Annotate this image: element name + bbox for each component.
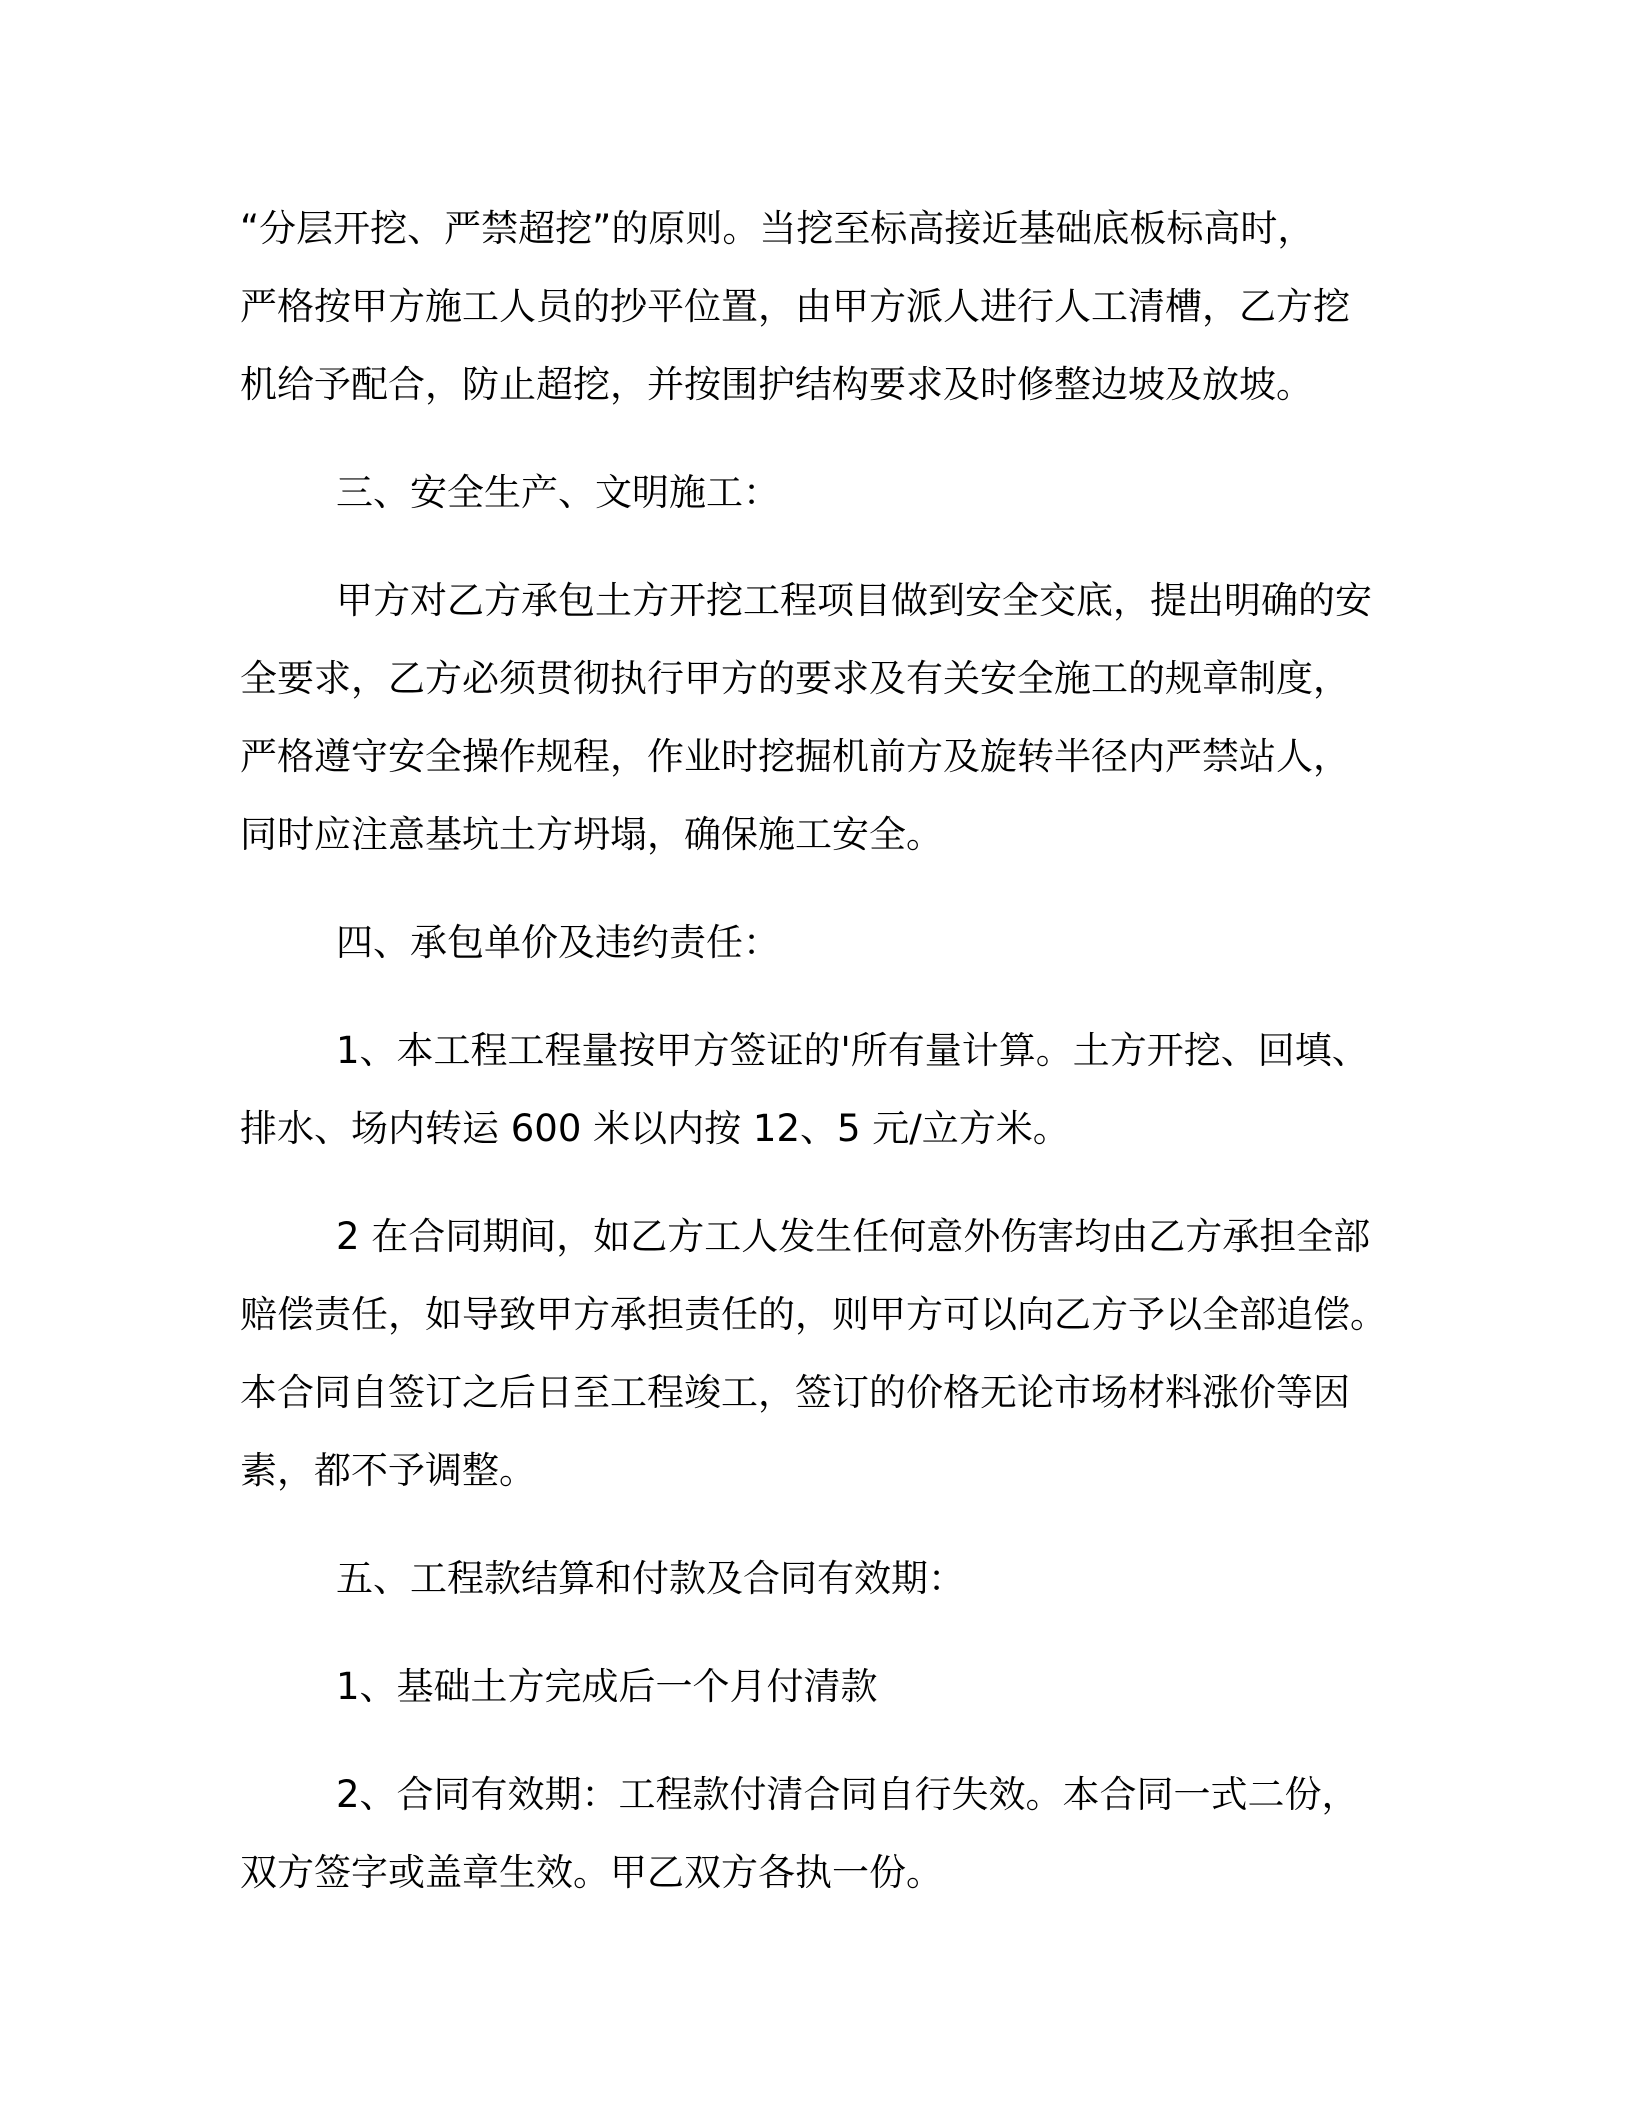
text-line: 双方签字或盖章生效。甲乙双方各执一份。 (240, 1851, 943, 1894)
section-heading-text: 五、工程款结算和付款及合同有效期： (336, 1557, 965, 1600)
section-heading-text: 三、安全生产、文明施工： (336, 471, 780, 514)
text-line: 同时应注意基坑土方坍塌，确保施工安全。 (240, 813, 943, 856)
text-line: 赔偿责任，如导致甲方承担责任的，则甲方可以向乙方予以全部追偿。 (240, 1293, 1387, 1336)
section-heading-pricing (240, 904, 1390, 982)
section-heading-text: 四、承包单价及违约责任： (336, 921, 780, 964)
paragraph-contract-validity (240, 1756, 1390, 1912)
text-line: 2 在合同期间，如乙方工人发生任何意外伤害均由乙方承担全部 (336, 1215, 1371, 1258)
section-heading-safety (240, 454, 1390, 532)
section-heading-payment (240, 1540, 1390, 1618)
text-line: 1、基础土方完成后一个月付清款 (336, 1665, 878, 1708)
text-line: 机给予配合，防止超挖，并按围护结构要求及时修整边坡及放坡。 (240, 363, 1313, 406)
paragraph-liability (240, 1198, 1390, 1510)
text-line: 素，都不予调整。 (240, 1449, 536, 1492)
document-body (240, 190, 1390, 1912)
text-line: 甲方对乙方承包土方开挖工程项目做到安全交底，提出明确的安 (336, 579, 1372, 622)
text-line: 严格按甲方施工人员的抄平位置，由甲方派人进行人工清槽，乙方挖 (240, 285, 1350, 328)
text-line: “分层开挖、严禁超挖”的原则。当挖至标高接近基础底板标高时， (240, 207, 1315, 250)
text-line: 1、本工程工程量按甲方签证的'所有量计算。土方开挖、回填、 (336, 1029, 1369, 1072)
text-line: 2、合同有效期：工程款付清合同自行失效。本合同一式二份， (336, 1773, 1359, 1816)
text-line: 全要求，乙方必须贯彻执行甲方的要求及有关安全施工的规章制度， (240, 657, 1350, 700)
paragraph-unit-price (240, 1012, 1390, 1168)
text-line: 严格遵守安全操作规程，作业时挖掘机前方及旋转半径内严禁站人， (240, 735, 1350, 778)
paragraph-excavation-principle (240, 190, 1390, 424)
text-line: 排水、场内转运 600 米以内按 12、5 元/立方米。 (240, 1107, 1070, 1150)
paragraph-safety-requirements (240, 562, 1390, 874)
text-line: 本合同自签订之后日至工程竣工，签订的价格无论市场材料涨价等因 (240, 1371, 1350, 1414)
paragraph-payment-terms (240, 1648, 1390, 1726)
